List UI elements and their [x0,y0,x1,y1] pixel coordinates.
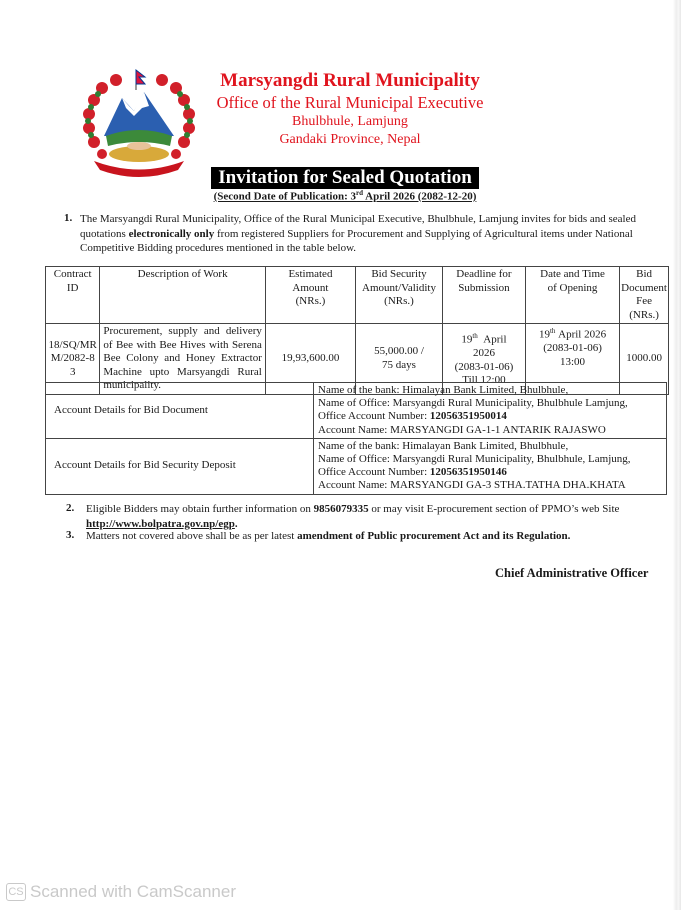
account-number-line [318,466,663,479]
bid-security-validity: 75 days [382,358,416,371]
bid-table [45,266,669,395]
bolpatra-link[interactable]: http://www.bolpatra.gov.np/egp [86,517,235,530]
opening-time: 13:00 [560,355,586,368]
document-title: Invitation for Sealed Quotation [211,167,479,189]
opening-day: 19 [538,328,550,341]
account-row [46,438,667,494]
camscanner-watermark [6,882,236,902]
opening-bs: (2083-01-06) [543,342,602,355]
para2-text-a: Eligible Bidders may obtain further information on [86,503,314,515]
account-name: Account Name: MARSYANGDI GA-3 STHA.TATHA DHA.KHATA [318,479,626,492]
office-province: Gandaki Province, Nepal [279,132,421,147]
deadline-bs: (2083-01-06) [454,360,514,373]
account-number: 12056351950146 [429,466,507,479]
cell-estimated-amount: 19,93,600.00 [265,324,355,395]
account-number-label: Office Account Number: [318,410,430,423]
header-estimated-amount: Estimated Amount (NRs.) [265,267,355,324]
opening-sup: th [549,327,556,335]
deadline-date [446,330,522,347]
para1-text-a: The Marsyangdi Rural Municipality, Office of the Rural Municipal Executive, Bhulbhule, Lamjung invites for bids and sealed quotations [80,213,636,240]
bid-security-amount: 55,000.00 / [374,345,424,358]
camscanner-text: Scanned with CamScanner [30,882,237,901]
page-edge-shadow [673,0,681,910]
para3-text-bold: amendment of Public procurement Act and its Regulation. [297,530,571,542]
deadline-sup: th [472,331,478,340]
account-label: Account Details for Bid Document [46,383,314,439]
para2-number: 2. [66,502,75,514]
opening-month-year: April 2026 [558,328,607,341]
nepal-emblem-icon [74,66,204,178]
publication-date-suffix: April 2026 (2082-12-20) [363,190,477,203]
publication-date-prefix: (Second Date of Publication: 3 [213,190,357,203]
account-number: 12056351950014 [429,410,507,423]
para3-text [86,529,666,544]
account-number-label: Office Account Number: [318,466,430,479]
publication-date-sup: rd [356,189,364,197]
camscanner-icon: CS [6,883,26,901]
para1-text-bold: electronically only [128,227,215,240]
account-office: Name of Office: Marsyangdi Rural Municipality, Bhulbhule, Lamjung, [318,453,631,466]
header-opening: Date and Time of Opening [525,267,619,324]
account-table [45,382,667,495]
deadline-year: 2026 [472,347,495,360]
cell-description: Procurement, supply and delivery of Bee with Bee Hives with Serena Bee Colony and Honey Extractor Machine upto Marsyangdi Rural municipality. [100,324,266,395]
account-office: Name of Office: Marsyangdi Rural Municipality, Bhulbhule Lamjung, [318,397,628,410]
header-bid-security: Bid Security Amount/Validity (NRs.) [356,267,443,324]
org-name: Marsyangdi Rural Municipality [220,70,480,91]
header-deadline: Deadline for Submission [442,267,525,324]
para2-text-b: or may visit E-procurement section of PPMO’s web Site [368,503,620,515]
account-info [314,383,667,439]
para3-text-a: Matters not covered above shall be as per latest [86,530,298,542]
account-bank: Name of the bank: Himalayan Bank Limited, Bhulbhule, [318,384,569,396]
publication-date [205,189,485,203]
cell-doc-fee: 1000.00 [620,324,669,395]
deadline-time: Till 12:00 [462,374,506,387]
signature-title: Chief Administrative Officer [495,566,649,580]
header-doc-fee: Bid Document Fee (NRs.) [620,267,669,324]
header-contract-id: Contract ID [46,267,100,324]
account-name: Account Name: MARSYANGDI GA-1-1 ANTARIK RAJASWO [318,423,606,436]
opening-date [529,325,616,342]
para2-end: . [234,517,238,530]
office-location: Bhulbhule, Lamjung [292,114,408,129]
header-description: Description of Work [100,267,266,324]
account-number-line [318,410,663,423]
bid-table-header-row [46,267,669,324]
para1-number: 1. [64,212,73,224]
para2-text [86,502,666,531]
office-name: Office of the Rural Municipal Executive [216,93,484,112]
cell-contract-id: 18/SQ/MRM/2082-83 [46,324,100,395]
para1-text-b: from registered Suppliers for Procurement and Supplying of Agricultural items under National Competitive Bidding procedures mentioned in the table below. [80,227,633,254]
account-info [314,438,667,494]
account-row [46,383,667,439]
contact-phone: 9856079335 [313,503,369,515]
deadline-month: April [483,333,507,346]
deadline-day: 19 [461,333,473,346]
account-bank: Name of the bank: Himalayan Bank Limited, Bhulbhule, [318,439,569,452]
para3-number: 3. [66,529,75,541]
para1-text [80,212,655,256]
account-label: Account Details for Bid Security Deposit [46,438,314,494]
